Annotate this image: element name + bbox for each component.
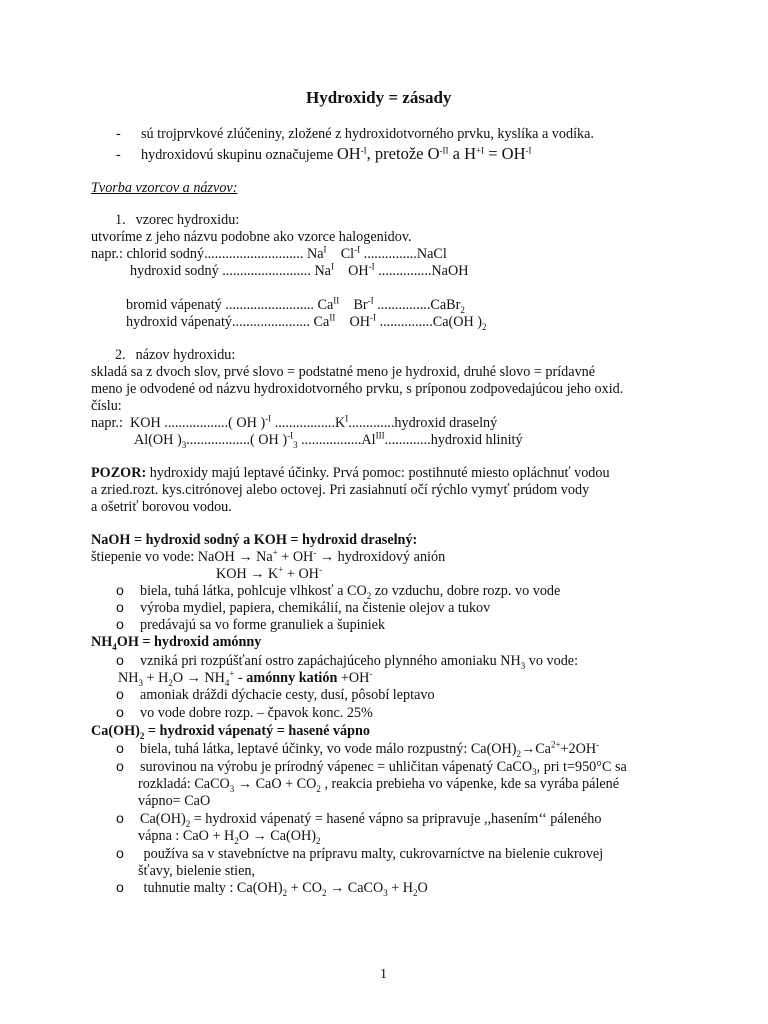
bullet-marker: o (116, 705, 124, 721)
nh4oh-equation: $NH_3 + H_2O \to NH_4^+$ - amónny katión +OH- (118, 668, 373, 688)
list-item: o používa sa v stavebníctve na prípravu malty, cukrovarníctve na bielenie cukrovej (116, 846, 604, 862)
bullet-marker: o (116, 653, 124, 669)
list-item: o biela, tuhá látka, pohlcuje vlhkosť a $CO_2$ zo vzduchu, dobre rozp. vo vode (116, 583, 561, 601)
bullet-marker: o (116, 846, 124, 862)
bullet-marker: o (116, 880, 124, 896)
part2-example-2: Al(OH )$_3$..................( OH )$^{-I}_3$ $.................Al^{III}.............hydroxid$ hlinitý (134, 430, 523, 450)
caoh-heading: $Ca(OH)_2$ = hydroxid vápenatý = hasené vápno (91, 723, 370, 741)
warning-line-1: POZOR: hydroxidy majú leptavé účinky. Prvá pomoc: postihnuté miesto opláchnuť vodou (91, 465, 610, 481)
part1-example-3: bromid vápenatý ......................... $Ca^{II}$ $Br^{-I}$ ...............CaBr$_2$ (126, 295, 465, 315)
list-item: o tuhnutie malty : $Ca(OH)_2 + CO_2$ → CaCO$_3$ + $H_2O$ (116, 880, 428, 898)
part1-heading: 1. vzorec hydroxidu: (115, 212, 240, 228)
warning-line-2: a zried.rozt. kys.citrónovej alebo octovej. Pri zasiahnutí očí rýchlo vymyť prúdom vody (91, 482, 590, 498)
part2-text-2: meno je odvodené od názvu hydroxidotvorného prvku, s príponou zodpovedajúcou jeho oxid. (91, 381, 624, 397)
list-item-continuation: vápna : CaO + $H_2O \to Ca(OH)_2$ (138, 828, 321, 846)
naoh-heading: NaOH = hydroxid sodný a KOH = hydroxid draselný: (91, 532, 418, 548)
list-item: o výroba mydiel, papiera, chemikálií, na čistenie olejov a tukov (116, 600, 491, 616)
bullet-marker: o (116, 741, 124, 757)
list-item: o amoniak dráždi dýchacie cesty, dusí, pôsobí leptavo (116, 687, 435, 703)
naoh-dissociation-1: štiepenie vo vode: NaOH → Na+ + OH- → hydroxidový anión (91, 547, 446, 565)
page-title: Hydroxidy = zásady (306, 88, 452, 107)
list-item: o vzniká pri rozpúšťaní ostro zapáchajúceho plynného amoniaku $NH_3$ vo vode: (116, 653, 579, 671)
part2-text-3: číslu: (91, 398, 122, 414)
part1-example-1: napr.: chlorid sodný............................ $Na^I$ $Cl^{-I}$ ...............NaCl (91, 244, 447, 262)
bullet-marker: o (116, 687, 124, 703)
part1-example-2: hydroxid sodný ......................... $Na^I$ $OH^{-I}$ ...............NaOH (130, 261, 469, 279)
bullet-marker: o (116, 811, 124, 827)
part2-heading: 2. názov hydroxidu: (115, 347, 236, 363)
part1-example-4: hydroxid vápenatý...................... $Ca^{II}$ $OH^{-I}$ ...............Ca(OH )$_2$ (126, 312, 487, 332)
bullet-marker: o (116, 759, 124, 775)
list-item-continuation: šťavy, bielenie stien, (138, 863, 256, 879)
nh4oh-heading: $NH_4OH$ = hydroxid amónny (91, 634, 262, 652)
part2-example-1: napr.: KOH ..................( OH )$^{-I}$ $.................K^I.............hydroxid$ draselný (91, 413, 498, 431)
list-item: o $Ca(OH)_2$ = hydroxid vápenatý = hasené vápno sa pripravuje ,,hasením‘‘ páleného (116, 811, 602, 829)
page-number: 1 (380, 967, 387, 982)
warning-line-3: a ošetriť borovou vodou. (91, 499, 232, 515)
list-item: o vo vode dobre rozp. – čpavok konc. 25% (116, 705, 373, 721)
intro-line-2: - hydroxidovú skupinu označujeme $OH^{-I}$, pretože $O^{-II}$ a $H^{+I} = OH^{-I}$ (116, 144, 532, 163)
bullet-marker: o (116, 583, 124, 599)
bullet-marker: o (116, 600, 124, 616)
section-heading: Tvorba vzorcov a názvov: (91, 180, 238, 196)
warning-label: POZOR: (91, 465, 147, 481)
intro-line-1: - sú trojprvkové zlúčeniny, zložené z hydroxidotvorného prvku, kyslíka a vodíka. (116, 126, 594, 142)
list-item: o surovinou na výrobu je prírodný vápenec = uhličitan vápenatý CaCO$_3$, pri t=950°C sa (116, 759, 627, 777)
dash-marker: - (116, 147, 121, 163)
list-item-continuation: rozkladá: CaCO$_3$ → CaO + $CO_2$ , reakcia prebieha vo vápenke, kde sa vyrába pálené (138, 776, 620, 794)
list-item-continuation: vápno= CaO (138, 793, 211, 809)
bullet-marker: o (116, 617, 124, 633)
list-item: o biela, tuhá látka, leptavé účinky, vo vode málo rozpustný: $Ca(OH)_2\to Ca^{2+}+2OH^-$ (116, 739, 600, 759)
dash-marker: - (116, 126, 121, 142)
list-item: o predávajú sa vo forme granuliek a šupiniek (116, 617, 386, 633)
part2-text-1: skladá sa z dvoch slov, prvé slovo = podstatné meno je hydroxid, druhé slovo = prídavné (91, 364, 596, 380)
naoh-dissociation-2: KOH → K+ + OH- (216, 564, 322, 582)
part1-text: utvoríme z jeho názvu podobne ako vzorce halogenidov. (91, 229, 412, 245)
